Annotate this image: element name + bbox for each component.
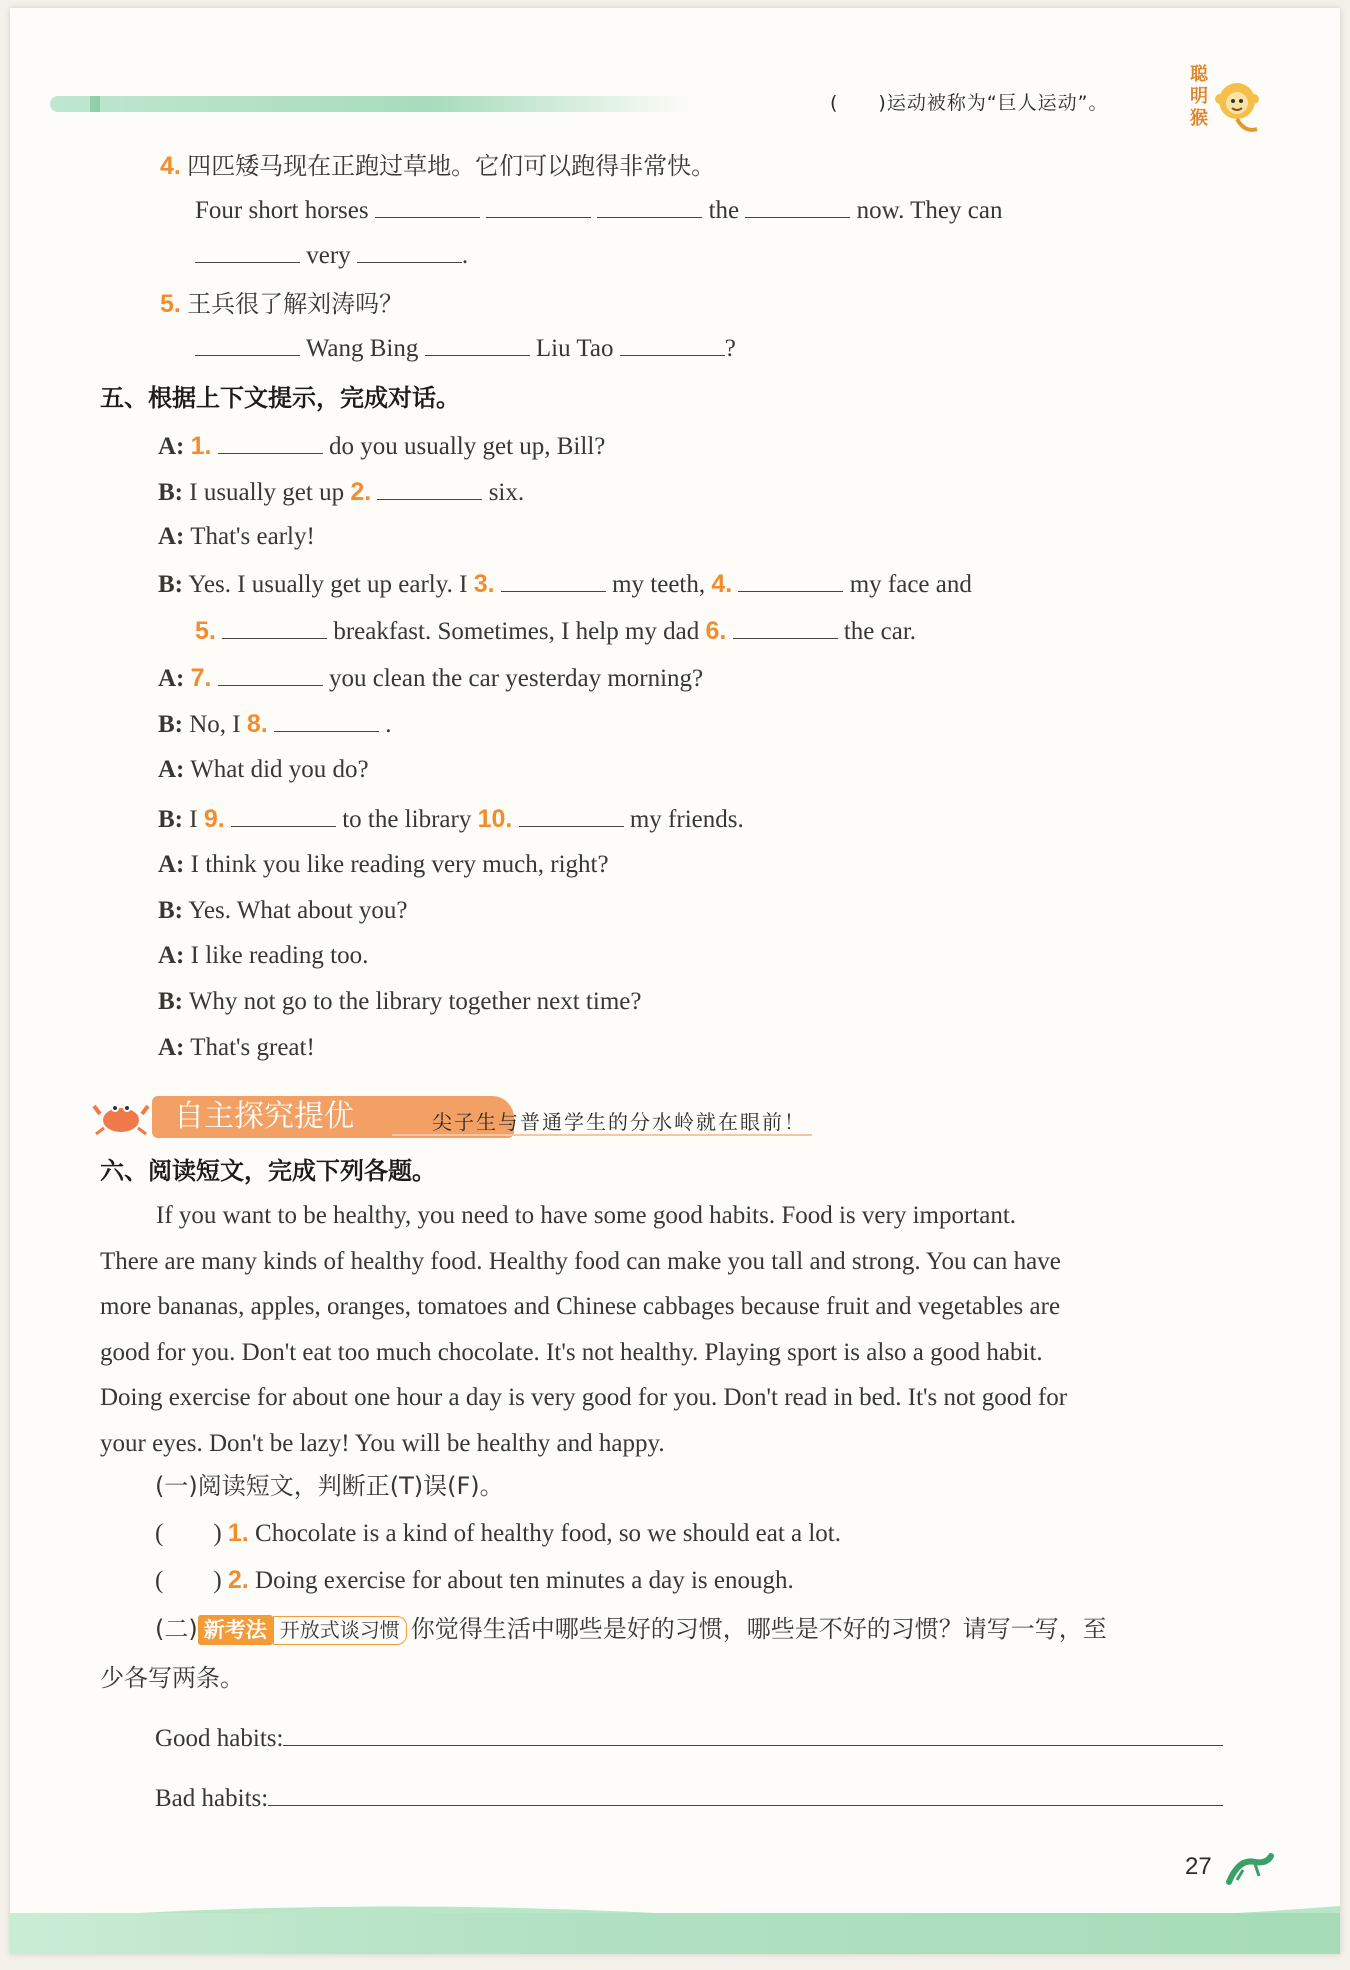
dialogue-text: you clean the car yesterday morning? [329,665,704,692]
dialogue-line [158,660,703,697]
tf-item: ( ) 2. Doing exercise for about ten minutes a day is enough. [155,1566,794,1594]
dialogue-line [158,1030,315,1066]
dialogue-line [195,613,916,650]
answer-blank[interactable] [745,197,850,218]
answer-blank[interactable] [222,618,327,639]
bad-habits-row: Bad habits: [155,1781,1223,1817]
dialogue-line [158,519,315,555]
answer-paren[interactable]: ( ) [155,1567,222,1594]
dialogue-line [158,847,609,883]
speaker-label: B: [158,897,183,924]
chinese-prompt: 四匹矮马现在正跑过草地。它们可以跑得非常快。 [187,152,716,180]
dialogue-text: . [385,711,392,738]
answer-blank[interactable] [597,197,702,218]
answer-blank[interactable] [231,806,336,827]
question-5-line: Wang Bing Liu Tao ? [195,331,736,367]
answer-blank[interactable] [519,806,624,827]
answer-blank[interactable] [733,618,838,639]
tf-item: ( ) 1. Chocolate is a kind of healthy food, so we should eat a lot. [155,1519,842,1547]
answer-paren[interactable]: ( ) [155,1520,222,1547]
section-banner [92,1090,842,1140]
dialogue-text: What did you do? [190,756,369,783]
answer-blank[interactable] [738,571,843,592]
speaker-label: A: [158,1034,185,1061]
answer-blank[interactable] [195,335,300,356]
dialogue-text: six. [488,479,525,506]
mascot-label: 聪明猴 [1190,64,1208,129]
dialogue-line [158,428,605,465]
banner-subtitle: 尖子生与普通学生的分水岭就在眼前！ [432,1110,806,1134]
dialogue-text: I think you like reading very much, right? [190,851,609,878]
dialogue-text: No, I [189,711,241,738]
answer-blank[interactable] [486,197,591,218]
good-habits-row: Good habits: [155,1721,1223,1757]
blank-number: 7. [190,664,212,692]
reading-passage: If you want to be healthy, you need to have some good habits. Food is very important. There are many kinds of healthy food. Healthy food can make you tall and strong. You can have more bananas, apples, oranges, tomatoes and Chinese cabbages because fruit and vegetables are good for you. Don't eat too much chocolate. It's not healthy. Playing sport is also a good habit. Doing exercise for about one hour a day is very good for you. Don't read in bed. It's not good for your eyes. Don't be lazy! You will be healthy and happy. [100,1202,1068,1457]
answer-blank[interactable] [377,479,482,500]
answer-blank[interactable] [274,711,379,732]
header-band [50,96,690,112]
dialogue-text: I like reading too. [190,942,369,969]
bad-habits-input[interactable] [268,1783,1223,1806]
dialogue-line [158,566,972,603]
speaker-label: B: [158,711,183,738]
part-1-title: (一)阅读短文，判断正(T)误(F)。 [155,1472,504,1500]
speaker-label: B: [158,479,183,506]
speaker-label: B: [158,571,183,598]
dialogue-text: That's early! [190,523,315,550]
speaker-label: B: [158,988,183,1015]
blank-number: 6. [705,617,727,645]
blank-number: 1. [190,432,212,460]
dialogue-line [158,474,524,511]
open-question-tag: 开放式谈习惯 [273,1616,407,1645]
blank-number: 4. [711,570,733,598]
answer-blank[interactable] [218,433,323,454]
dialogue-text: to the library [342,806,472,833]
dialogue-text: Yes. I usually get up early. I [188,571,468,598]
answer-blank[interactable] [620,335,725,356]
footer-band [10,1913,1340,1954]
speaker-label: A: [158,756,185,783]
part-2-prompt-cont: 少各写两条。 [100,1664,244,1692]
answer-blank[interactable] [425,335,530,356]
dialogue-text: my face and [849,571,972,598]
answer-blank[interactable] [195,242,300,263]
crab-icon [92,1094,150,1138]
dialogue-text: the car. [843,618,917,645]
dialogue-text: I [189,806,198,833]
blank-number: 5. [195,617,216,645]
workbook-page [10,8,1340,1954]
dialogue-text: I usually get up [189,479,345,506]
dialogue-line [158,893,408,929]
new-method-tag: 新考法 [198,1615,273,1645]
blank-number: 9. [203,805,225,833]
dialogue-text: do you usually get up, Bill? [329,433,606,460]
dialogue-text: my friends. [629,806,744,833]
dialogue-text: my teeth, [612,571,706,598]
question-5: 5. 王兵很了解刘涛吗？ [160,290,404,318]
question-4-line2: very . [195,238,468,274]
question-number: 4. [160,152,181,180]
part-2-prompt: (二) 新考法 开放式谈习惯 你觉得生活中哪些是好的习惯，哪些是不好的习惯？请写一写，至 [155,1615,1107,1643]
speaker-label: A: [158,851,185,878]
question-4-line1: Four short horses the now. They can [195,197,1003,224]
dialogue-text: Why not go to the library together next time? [188,988,642,1015]
speaker-label: A: [158,665,185,692]
dialogue-line [158,706,392,743]
speaker-label: A: [158,942,185,969]
answer-blank[interactable] [501,571,606,592]
blank-number: 8. [246,710,268,738]
dialogue-line [158,752,369,788]
section-6-title: 六、阅读短文，完成下列各题。 [100,1157,436,1185]
speaker-label: B: [158,806,183,833]
section-5-title: 五、根据上下文提示，完成对话。 [100,384,460,412]
speaker-label: A: [158,433,185,460]
answer-blank[interactable] [375,197,480,218]
question-4 [160,148,715,185]
dialogue-text: Yes. What about you? [188,897,408,924]
answer-blank[interactable] [218,665,323,686]
lizard-icon [1225,1848,1275,1888]
blank-number: 10. [477,805,513,833]
answer-blank[interactable] [357,242,462,263]
speaker-label: A: [158,523,185,550]
blank-number: 3. [473,570,495,598]
good-habits-input[interactable] [283,1723,1223,1746]
dialogue-line [158,938,368,974]
page-number: 27 [1185,1853,1212,1880]
dialogue-text: breakfast. Sometimes, I help my dad [333,618,700,645]
blank-number: 2. [350,478,372,506]
dialogue-line [158,984,641,1020]
banner-title: 自主探究提优 [152,1096,514,1138]
header-note: ( )运动被称为“巨人运动”。 [830,92,1109,114]
dialogue-text: That's great! [190,1034,315,1061]
dialogue-line [158,801,744,838]
